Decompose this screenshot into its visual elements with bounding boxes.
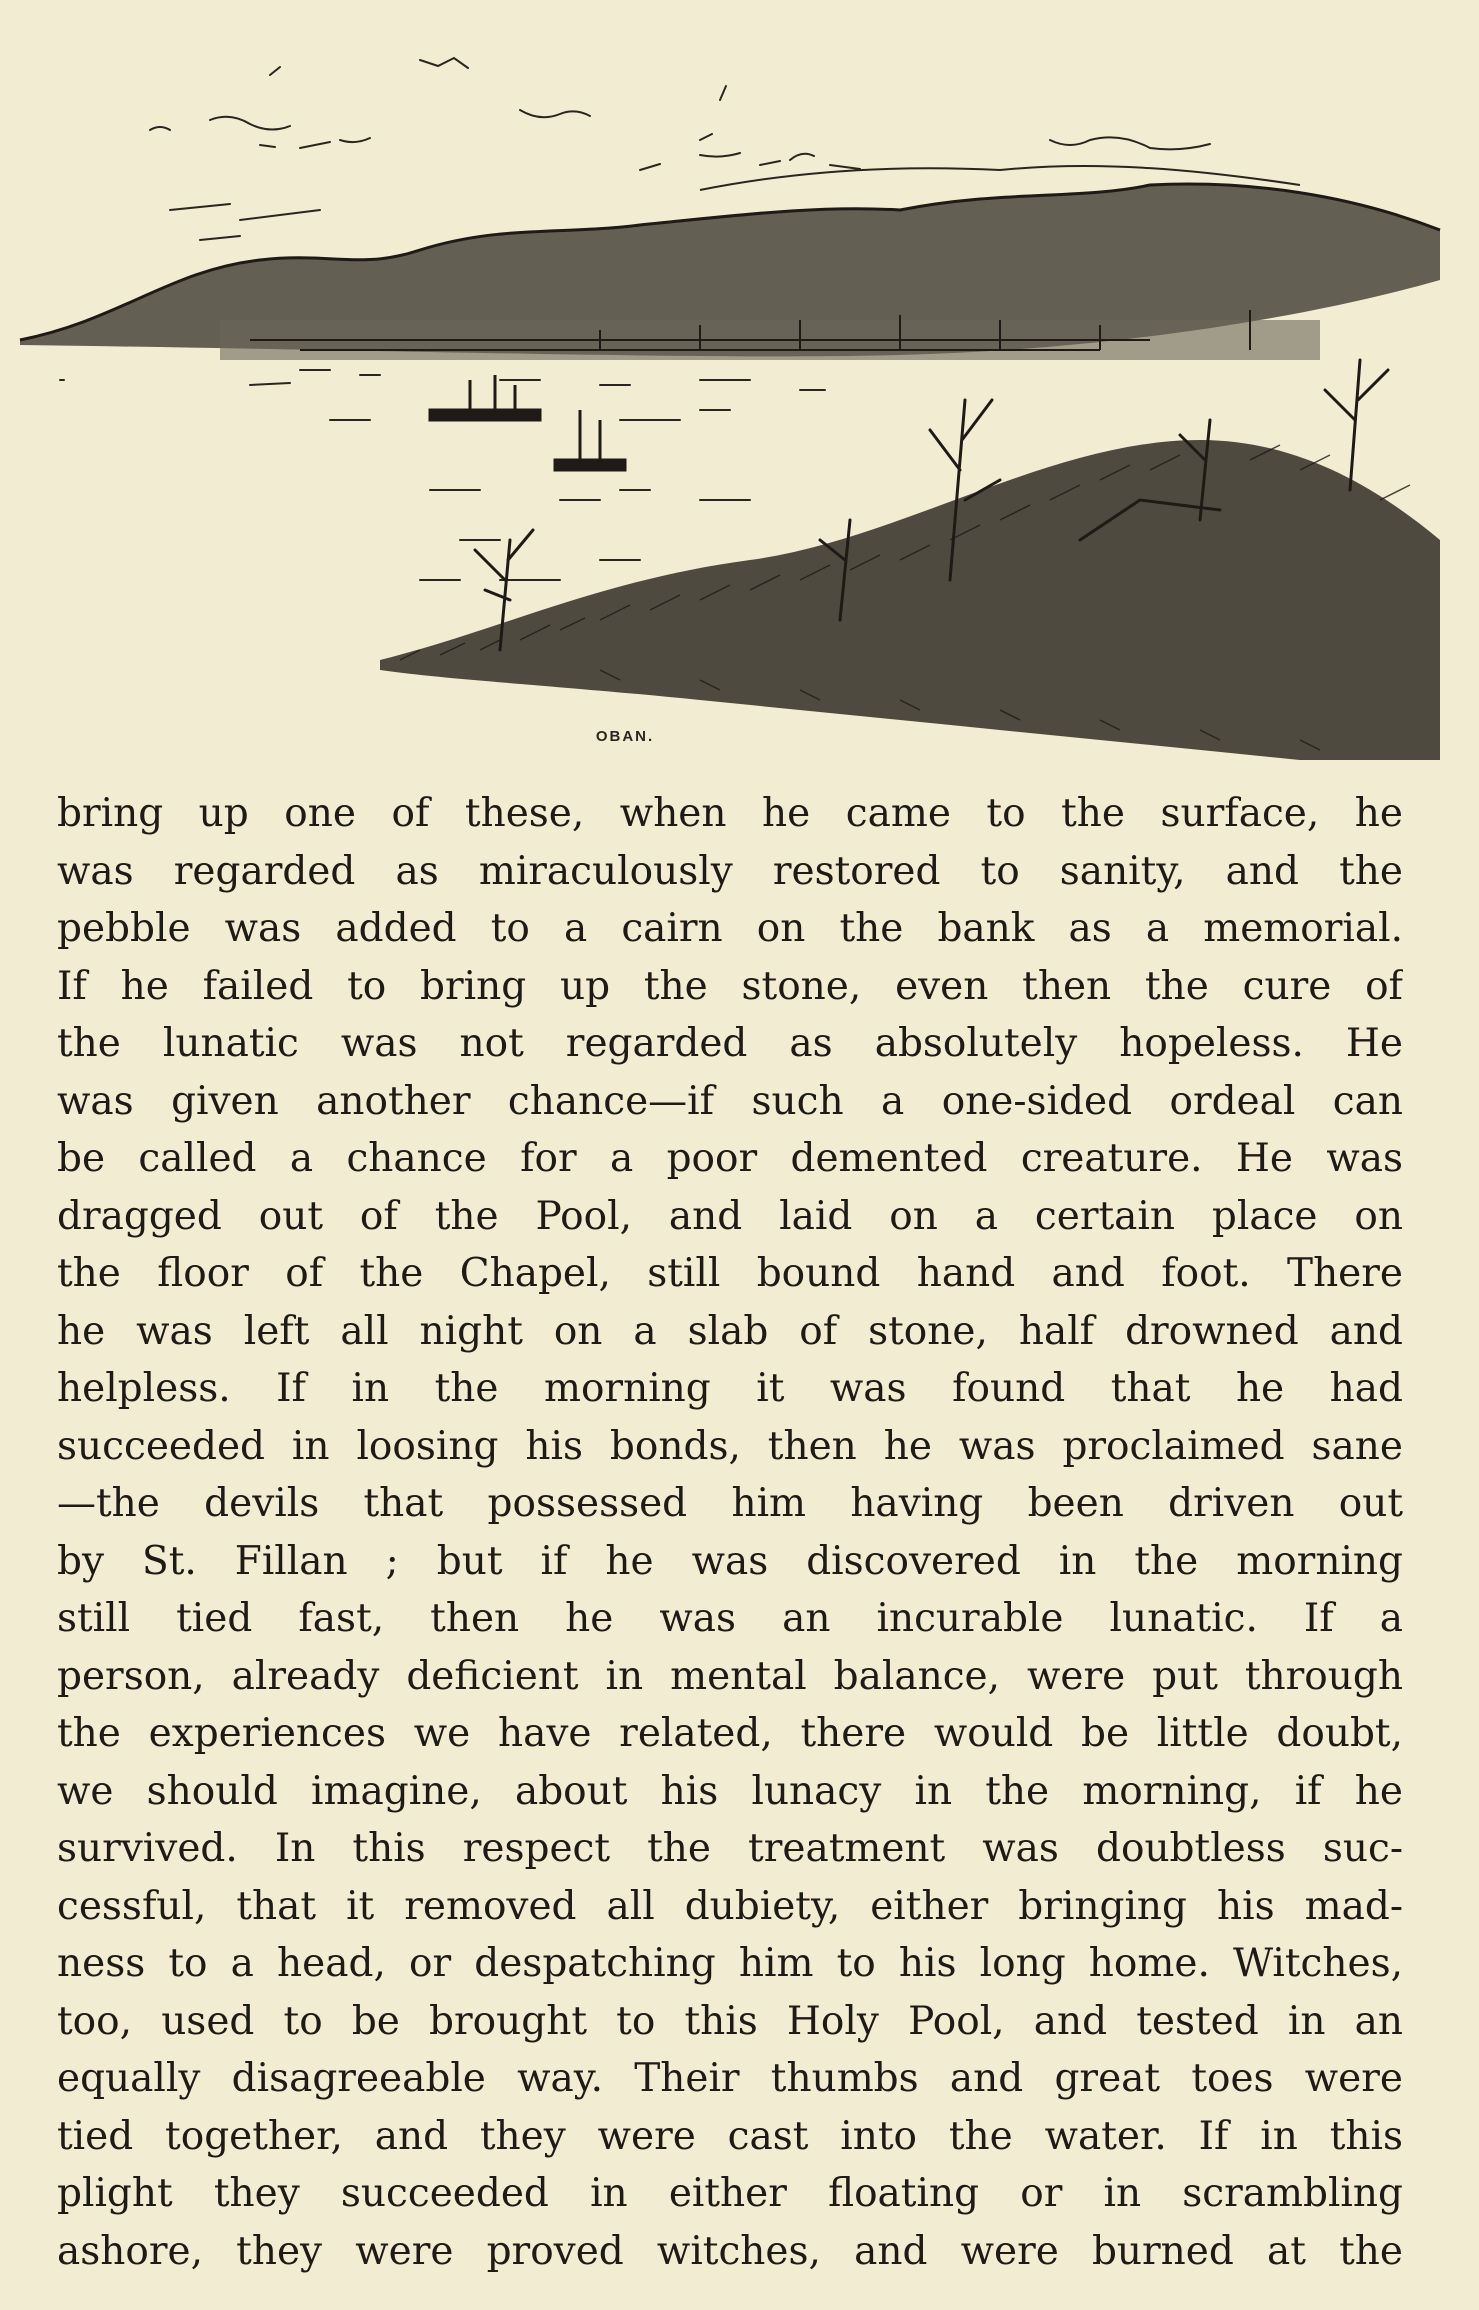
text-line: dragged out of the Pool, and laid on a certain place on xyxy=(57,1193,1403,1239)
text-line: cessful, that it removed all dubiety, either bringing his mad- xyxy=(57,1883,1403,1929)
text-line: survived. In this respect the treatment was doubtless suc- xyxy=(57,1826,1403,1871)
text-line: helpless. If in the morning it was found that he had xyxy=(57,1366,1403,1411)
text-line: we should imagine, about his lunacy in the morning, if he xyxy=(57,1768,1403,1814)
oban-engraving xyxy=(0,20,1479,760)
text-line: the experiences we have related, there would be little doubt, xyxy=(57,1711,1403,1756)
text-line: was given another chance—if such a one-sided ordeal can xyxy=(57,1078,1403,1124)
text-line: he was left all night on a slab of stone, half drowned and xyxy=(57,1308,1403,1354)
text-line: the floor of the Chapel, still bound hand and foot. There xyxy=(57,1251,1403,1296)
text-line: equally disagreeable way. Their thumbs and great toes were xyxy=(57,2056,1403,2101)
text-line: ashore, they were proved witches, and were burned at the xyxy=(57,2228,1403,2274)
illustration-caption: OBAN. xyxy=(595,728,655,745)
text-line: succeeded in loosing his bonds, then he was proclaimed sane xyxy=(57,1423,1403,1469)
harbour-landscape-image xyxy=(0,20,1479,760)
text-line: person, already deficient in mental balance, were put through xyxy=(57,1653,1403,1699)
text-line: plight they succeeded in either floating or in scrambling xyxy=(57,2171,1403,2216)
text-line: still tied fast, then he was an incurable lunatic. If a xyxy=(57,1596,1403,1641)
text-line: by St. Fillan ; but if he was discovered in the morning xyxy=(57,1538,1403,1584)
text-line: the lunatic was not regarded as absolutely hopeless. He xyxy=(57,1021,1403,1066)
text-line: If he failed to bring up the stone, even then the cure of xyxy=(57,963,1403,1009)
text-line: —the devils that possessed him having been driven out xyxy=(57,1481,1403,1526)
text-line: tied together, and they were cast into the water. If in this xyxy=(57,2113,1403,2159)
text-line: pebble was added to a cairn on the bank as a memorial. xyxy=(57,906,1403,951)
text-line: too, used to be brought to this Holy Pool, and tested in an xyxy=(57,1998,1403,2044)
text-line: bring up one of these, when he came to the surface, he xyxy=(57,791,1403,836)
body-text xyxy=(57,785,1403,2280)
text-line: ness to a head, or despatching him to his long home. Witches, xyxy=(57,1941,1403,1986)
text-line: be called a chance for a poor demented creature. He was xyxy=(57,1136,1403,1181)
text-line: was regarded as miraculously restored to sanity, and the xyxy=(57,848,1403,894)
